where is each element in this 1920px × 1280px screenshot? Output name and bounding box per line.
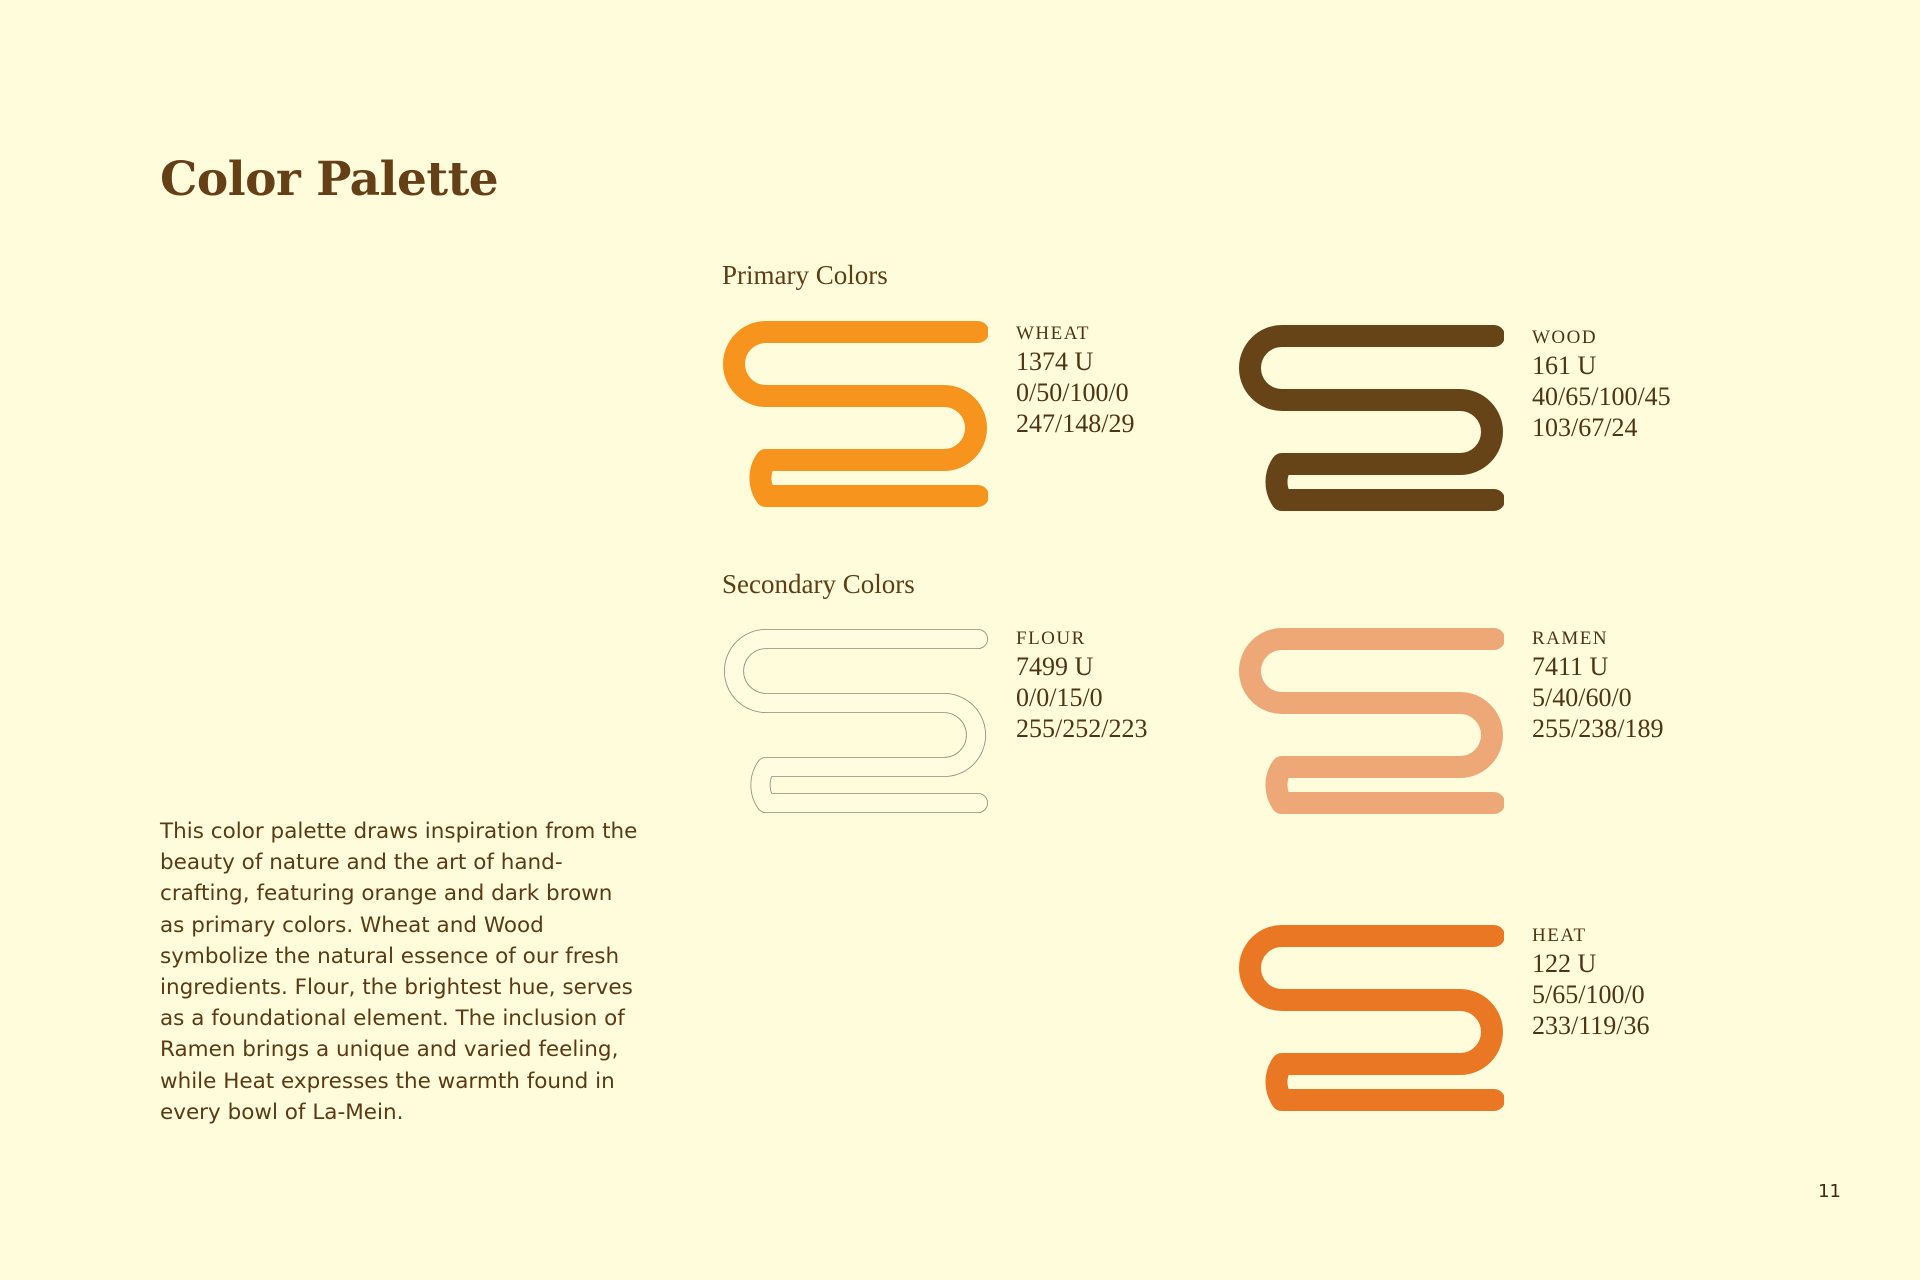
swatch-pms: 7499 U (1016, 652, 1094, 681)
swatch-ramen-info (1532, 627, 1663, 744)
swatch-pms: 7411 U (1532, 652, 1609, 681)
swatch-cmyk: 5/65/100/0 (1532, 980, 1645, 1009)
page-number: 11 (1818, 1181, 1841, 1202)
swatch-rgb: 233/119/36 (1532, 1011, 1650, 1040)
noodle-swatch-icon (722, 320, 988, 508)
swatch-rgb: 103/67/24 (1532, 413, 1638, 442)
swatch-flour-info (1016, 627, 1147, 744)
swatch-name: WOOD (1532, 327, 1598, 348)
swatch-cmyk: 0/0/15/0 (1016, 683, 1103, 712)
swatch-name: WHEAT (1016, 323, 1090, 344)
swatch-pms: 122 U (1532, 949, 1597, 978)
swatch-name: RAMEN (1532, 628, 1609, 649)
swatch-name: FLOUR (1016, 628, 1086, 649)
noodle-swatch-icon (722, 627, 988, 815)
swatch-cmyk: 40/65/100/45 (1532, 382, 1671, 411)
secondary-colors-heading: Secondary Colors (722, 569, 915, 599)
noodle-swatch-icon (1238, 627, 1504, 815)
swatch-name: HEAT (1532, 925, 1587, 946)
swatch-pms: 161 U (1532, 351, 1597, 380)
palette-description: This color palette draws inspiration from the beauty of nature and the art of hand-crafting, featuring orange and dark brown as primary colors. Wheat and Wood symbolize the natural essence of our fresh ingredients. Flour, the brightest hue, serves as a foundational element. The inclusion of Ramen brings a unique and varied feeling, while Heat expresses the warmth found in every bowl of La-Mein. (160, 819, 638, 1125)
noodle-swatch-icon (1238, 924, 1504, 1112)
primary-colors-heading: Primary Colors (722, 260, 888, 290)
swatch-cmyk: 0/50/100/0 (1016, 378, 1129, 407)
swatch-rgb: 255/252/223 (1016, 714, 1148, 743)
swatch-wood-info (1532, 326, 1671, 443)
swatch-wheat-info (1016, 322, 1134, 439)
page-title: Color Palette (160, 152, 499, 207)
swatch-rgb: 247/148/29 (1016, 409, 1135, 438)
swatch-heat-info (1532, 924, 1649, 1041)
swatch-cmyk: 5/40/60/0 (1532, 683, 1632, 712)
noodle-swatch-icon (1238, 324, 1504, 512)
swatch-rgb: 255/238/189 (1532, 714, 1664, 743)
swatch-pms: 1374 U (1016, 347, 1094, 376)
